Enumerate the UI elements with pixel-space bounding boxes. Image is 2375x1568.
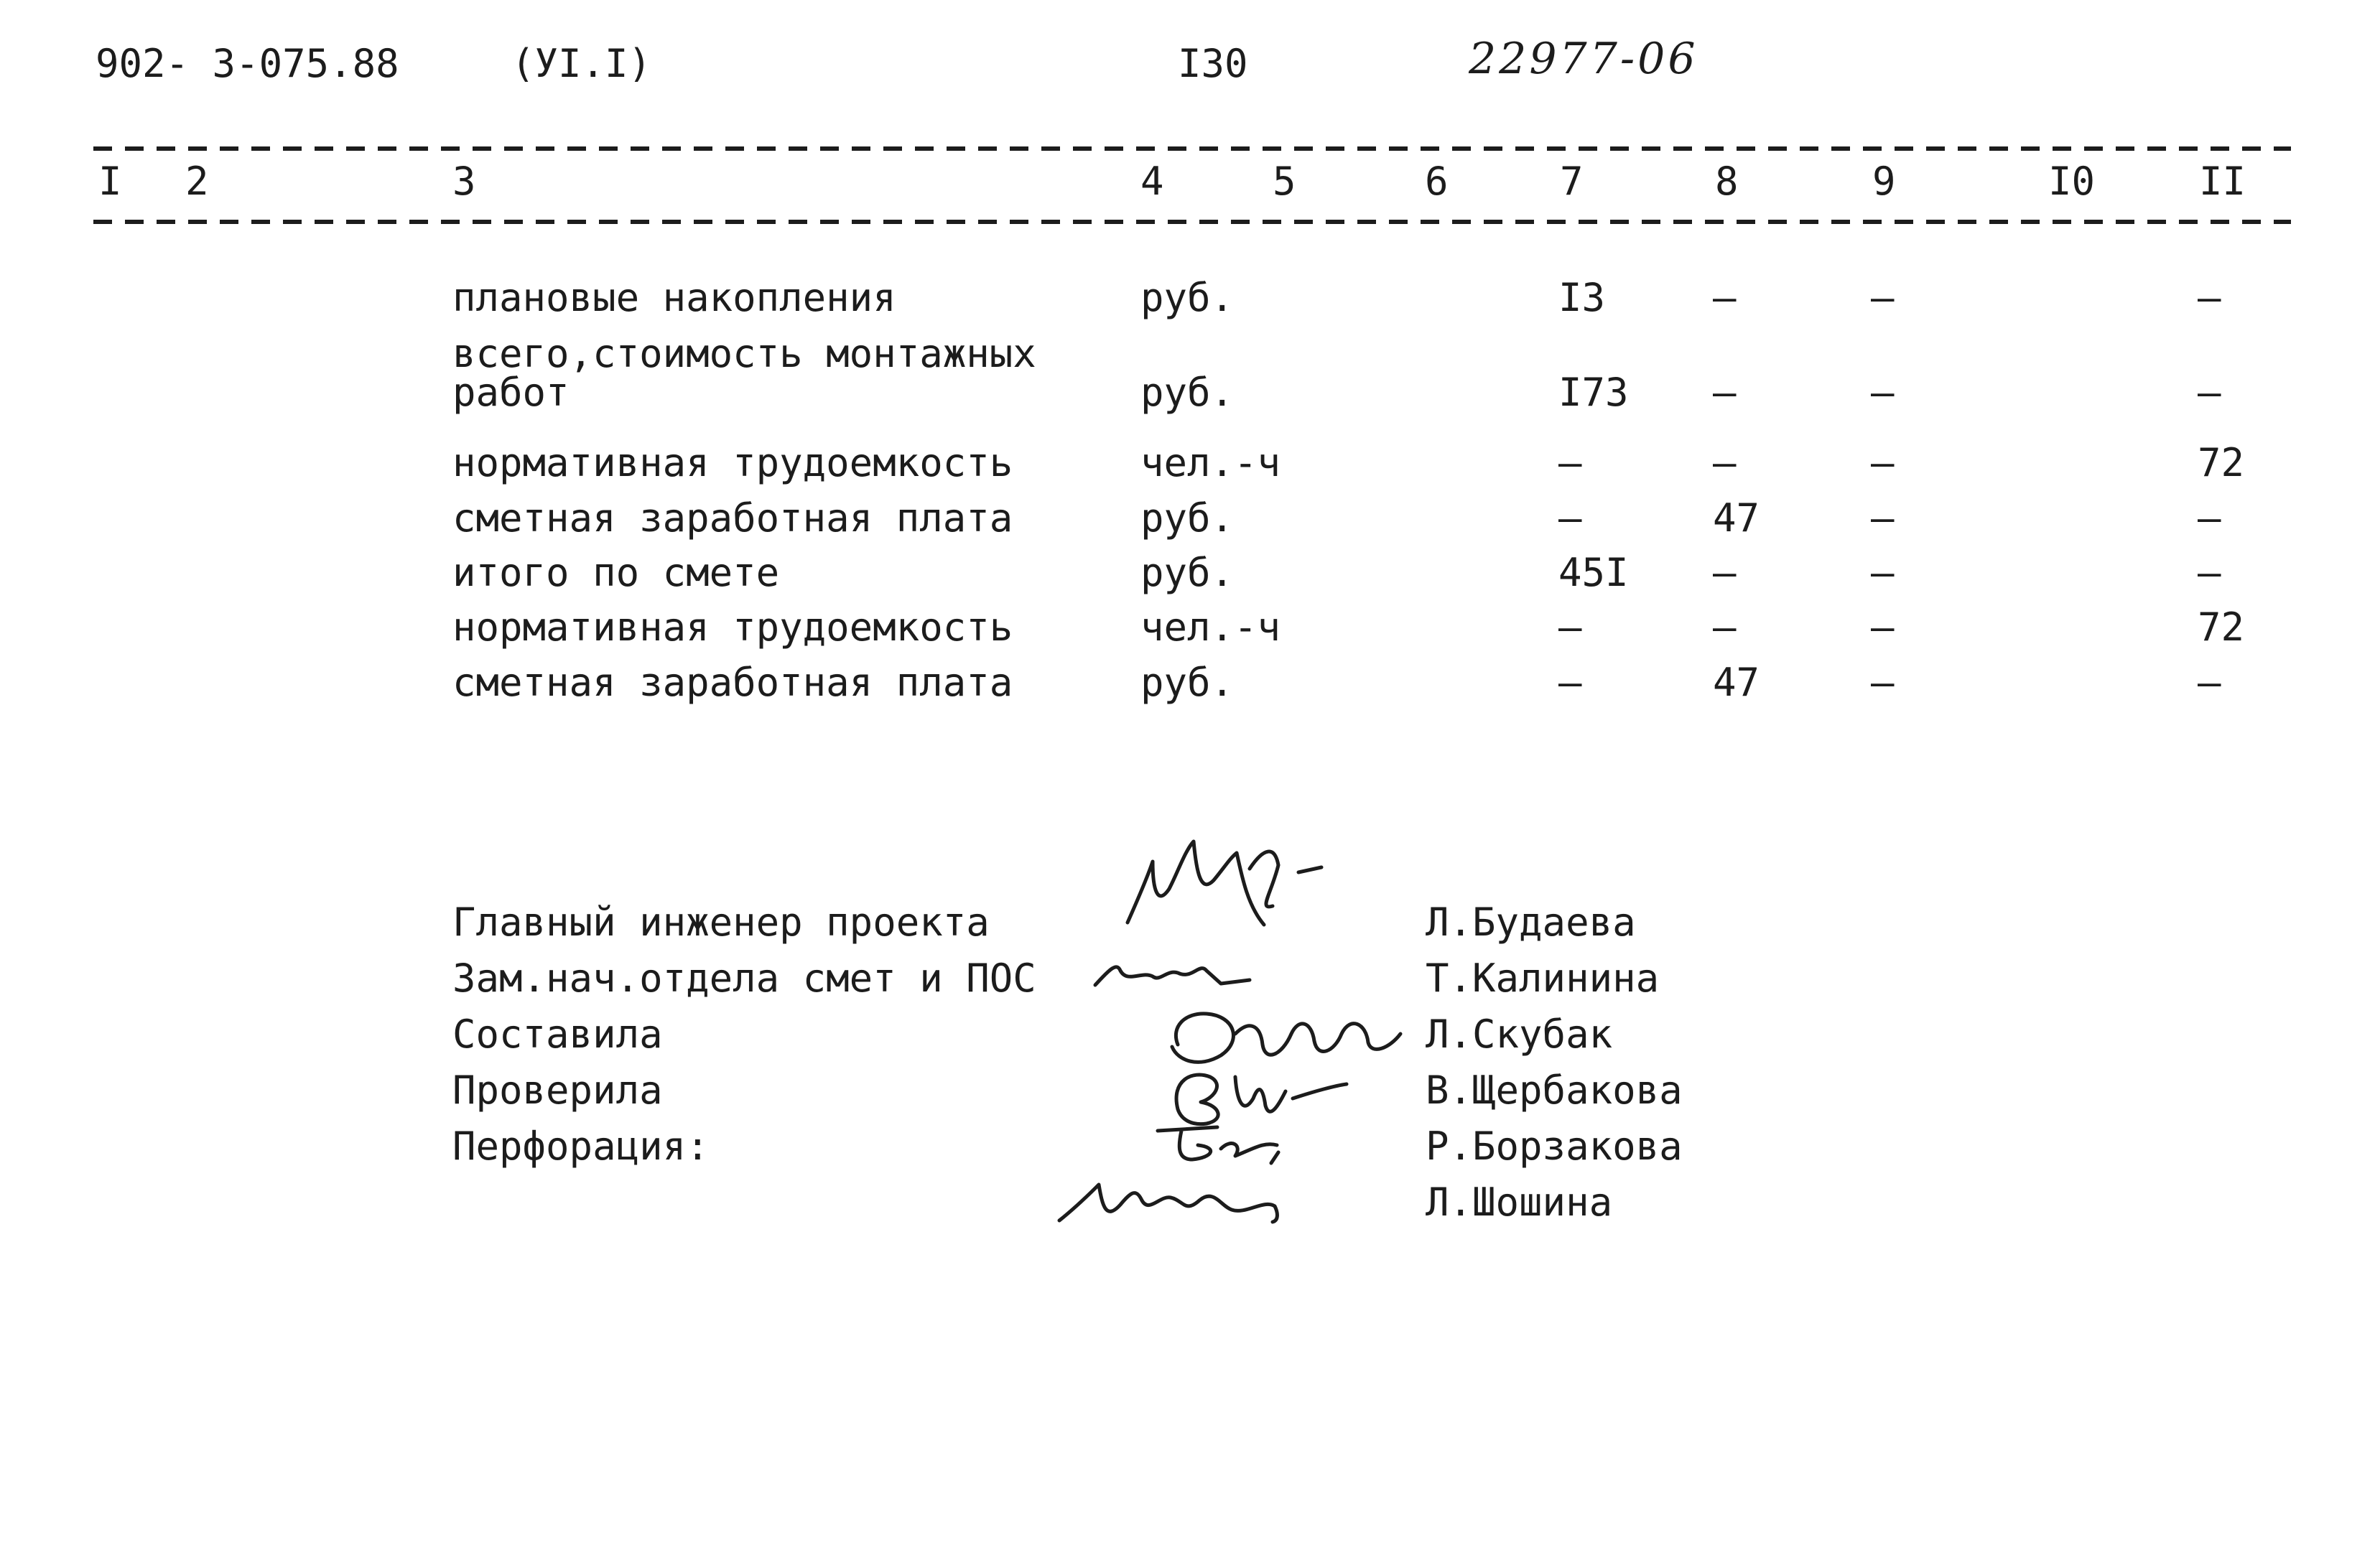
row-description: сметная заработная плата xyxy=(452,660,1013,705)
row-col7: – xyxy=(1558,495,1582,541)
row-col9: – xyxy=(1871,440,1895,485)
row-col8: – xyxy=(1713,370,1737,415)
column-number: II xyxy=(2199,159,2246,204)
row-col11: – xyxy=(2198,370,2221,415)
document-code: 902- 3-075.88 xyxy=(96,41,399,86)
row-col7: – xyxy=(1558,440,1582,485)
page-number: I30 xyxy=(1178,41,1248,86)
column-number: 5 xyxy=(1273,159,1296,204)
row-col9: – xyxy=(1871,605,1895,650)
column-number: I0 xyxy=(2048,159,2096,204)
row-col7: I73 xyxy=(1558,370,1629,415)
row-col11: 72 xyxy=(2198,440,2245,485)
archive-number: 22977-06 xyxy=(1469,34,1698,84)
row-description: итого по смете xyxy=(452,550,780,595)
row-description: нормативная трудоемкость xyxy=(452,605,1013,650)
row-col11: – xyxy=(2198,660,2221,705)
row-col7: – xyxy=(1558,605,1582,650)
row-description: сметная заработная плата xyxy=(452,495,1013,541)
row-unit: руб. xyxy=(1140,495,1235,541)
signer-role: Перфорация: xyxy=(452,1124,710,1169)
section-number: (УI.I) xyxy=(511,41,652,86)
row-description: плановые накопления xyxy=(452,275,896,320)
row-col11: – xyxy=(2198,495,2221,541)
signer-name: Р.Борзакова xyxy=(1426,1124,1683,1169)
signer-role: Зам.нач.отдела смет и ПОС xyxy=(452,956,1036,1001)
signer-name: Л.Шошина xyxy=(1426,1180,1613,1225)
row-col8: – xyxy=(1713,605,1737,650)
signer-role: Проверила xyxy=(452,1068,663,1113)
signature-shcherbakova xyxy=(1176,1075,1347,1124)
column-number: I xyxy=(98,159,122,204)
row-unit: руб. xyxy=(1140,660,1235,705)
row-unit: чел.-ч xyxy=(1140,605,1281,650)
signer-name: Т.Калинина xyxy=(1426,956,1660,1001)
signature-skubak xyxy=(1172,1014,1400,1063)
signature-shoshina xyxy=(1059,1185,1277,1222)
row-col9: – xyxy=(1871,495,1895,541)
row-description: нормативная трудоемкость xyxy=(452,440,1013,485)
row-col11: – xyxy=(2198,275,2221,320)
column-number: 6 xyxy=(1425,159,1449,204)
signature-borzakova xyxy=(1158,1127,1278,1163)
signer-name: Л.Будаева xyxy=(1426,900,1636,945)
column-number: 9 xyxy=(1872,159,1896,204)
signature-kalinina xyxy=(1095,967,1250,985)
row-col9: – xyxy=(1871,370,1895,415)
row-col11: – xyxy=(2198,550,2221,595)
signer-role: Составила xyxy=(452,1012,663,1057)
column-number: 3 xyxy=(452,159,476,204)
column-number: 8 xyxy=(1715,159,1739,204)
signature-budaeva xyxy=(1128,841,1321,925)
row-description-continuation: работ xyxy=(452,370,570,415)
column-number: 7 xyxy=(1560,159,1584,204)
row-col7: I3 xyxy=(1558,275,1606,320)
signer-role: Главный инженер проекта xyxy=(452,900,990,945)
row-col8: 47 xyxy=(1713,495,1760,541)
column-number: 4 xyxy=(1140,159,1164,204)
row-col8: – xyxy=(1713,440,1737,485)
row-unit: руб. xyxy=(1140,275,1235,320)
row-col8: – xyxy=(1713,550,1737,595)
signer-name: В.Щербакова xyxy=(1426,1068,1683,1113)
row-unit: руб. xyxy=(1140,370,1235,415)
row-col9: – xyxy=(1871,275,1895,320)
row-col9: – xyxy=(1871,660,1895,705)
signer-name: Л.Скубак xyxy=(1426,1012,1613,1057)
row-col7: 45I xyxy=(1558,550,1629,595)
row-col7: – xyxy=(1558,660,1582,705)
row-col9: – xyxy=(1871,550,1895,595)
row-unit: руб. xyxy=(1140,550,1235,595)
row-col11: 72 xyxy=(2198,605,2245,650)
column-number: 2 xyxy=(185,159,209,204)
row-col8: – xyxy=(1713,275,1737,320)
row-unit: чел.-ч xyxy=(1140,440,1281,485)
row-description: всего,стоимость монтажных xyxy=(452,331,1036,376)
row-col8: 47 xyxy=(1713,660,1760,705)
